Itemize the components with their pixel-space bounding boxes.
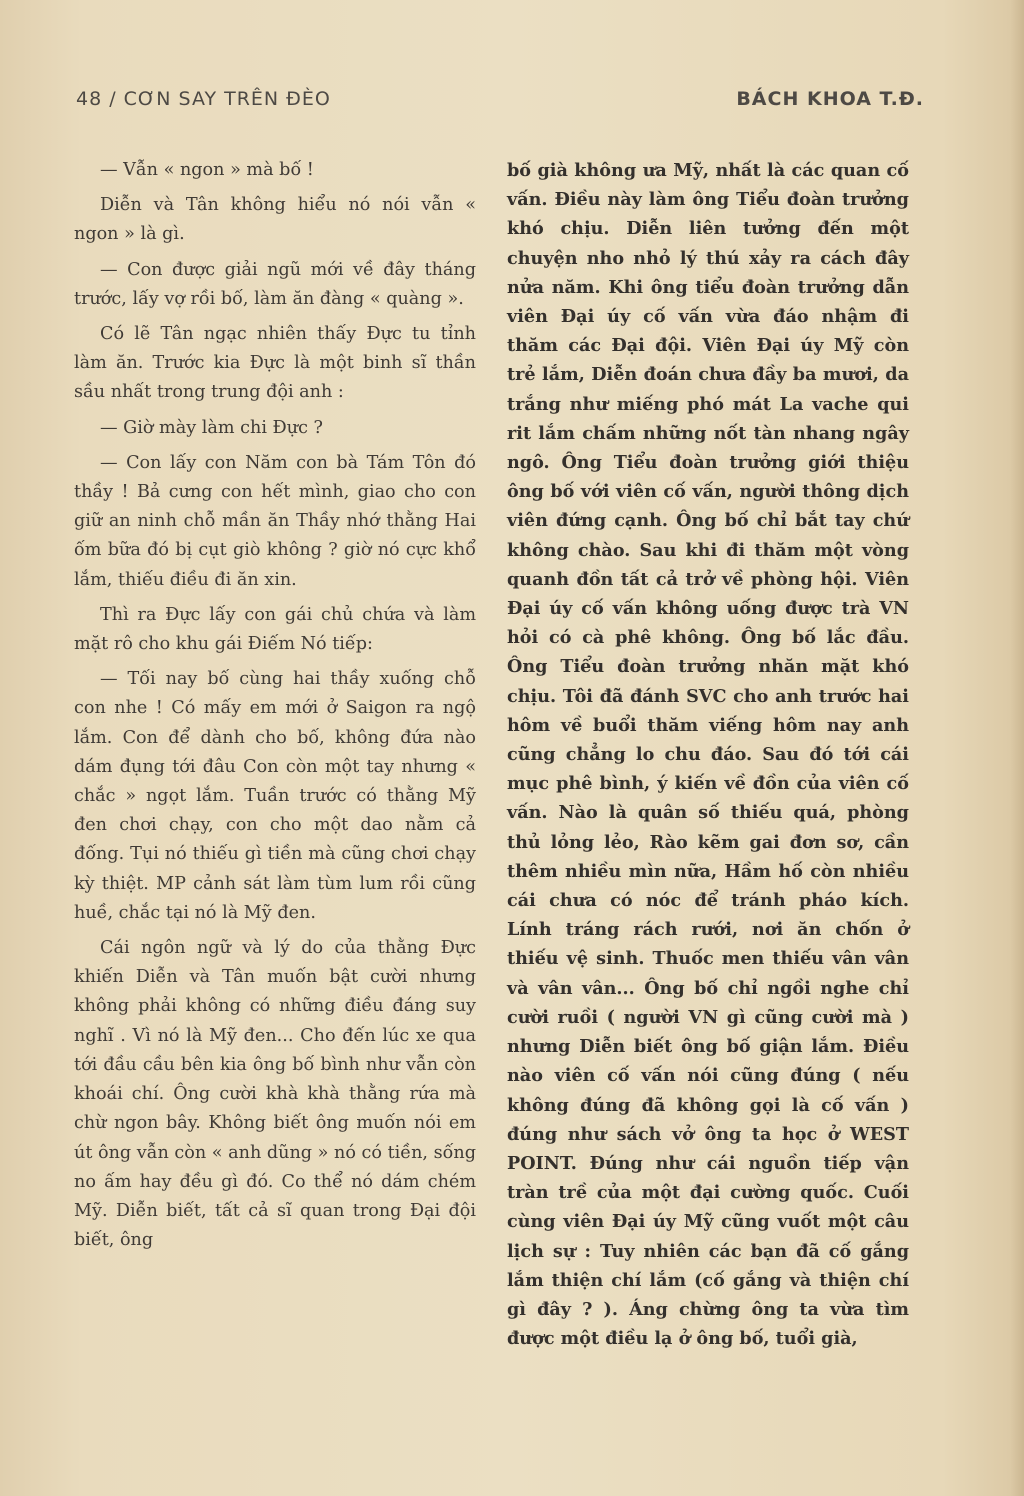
- paragraph: Diễn và Tân không hiểu nó nói vẫn « ngon » là gì.: [74, 195, 476, 245]
- right-column: [507, 156, 909, 1353]
- paragraph: Thì ra Đực lấy con gái chủ chứa và làm mặt rô cho khu gái Điếm Nó tiếp:: [74, 604, 476, 655]
- paragraph: — Tối nay bố cùng hai thầy xuống chỗ con nhe ! Có mấy em mới ở Saigon ra ngộ lắm. Con để dành cho bố, không đứa nào dám đụng tới đâu Con còn một tay nhưng « chắc » ngọt lắm. Tuần trước có thằng Mỹ đen chơi chạy, con cho một dao nằm cả đống. Tụi nó thiếu gì tiền mà cũng chơi chạy kỳ thiệt. MP cảnh sát làm tùm lum rồi cũng huề, chắc tại nó là Mỹ đen.: [74, 669, 476, 923]
- left-column: [74, 156, 476, 1261]
- header-right: BÁCH KHOA T.Đ.: [736, 88, 924, 110]
- paragraph: — Giờ mày làm chi Đực ?: [100, 417, 323, 438]
- paragraph: bố già không ưa Mỹ, nhất là các quan cố vấn. Điều này làm ông Tiểu đoàn trưởng khó chịu. Diễn liên tưởng đến một chuyện nho nhỏ lý thú xảy ra cách đây nửa năm. Khi ông tiểu đoàn trưởng dẫn viên Đại úy cố vấn vừa đáo nhậm đi thăm các Đại đội. Viên Đại úy Mỹ còn trẻ lắm, Diễn đoán chưa đầy ba mươi, da trắng như miếng phó mát La vache qui rit lắm chấm những nốt tàn nhang ngây ngô. Ông Tiểu đoàn trưởng giới thiệu ông bố với viên cố vấn, người thông dịch viên đứng cạnh. Ông bố chỉ bắt tay chứ không chào. Sau khi đi thăm một vòng quanh đồn tất cả trở về phòng hội. Viên Đại úy cố vấn không uống được trà VN hỏi có cà phê không. Ông bố lắc đầu. Ông Tiểu đoàn trưởng nhăn mặt khó chịu. Tôi đã đánh SVC cho anh trước hai hôm về buổi thăm viếng hôm nay anh cũng chẳng lo chu đáo. Sau đó tới cái mục phê bình, ý kiến về đồn của viên cố vấn. Nào là quân số thiếu quá, phòng thủ lỏng lẻo, Rào kẽm gai đơn sơ, cần thêm nhiều mìn nữa, Hầm hố còn nhiều cái chưa có nóc để tránh pháo kích. Lính tráng rách rưới, nơi ăn chốn ở thiếu vệ sinh. Thuốc men thiếu vân vân và vân vân... Ông bố chỉ ngồi nghe chỉ cười ruồi ( người VN gì cũng cười mà ) nhưng Diễn biết ông bố giận lắm. Điều nào viên cố vấn nói cũng đúng ( nếu không đúng đã không gọi là cố vấn ) đúng như sách vở ông ta học ở WEST POINT. Đúng như cái nguồn tiếp vận tràn trề của một đại cường quốc. Cuối cùng viên Đại úy Mỹ cũng vuốt một câu lịch sự : Tuy nhiên các bạn đã cố gắng lắm thiện chí lắm (cố gắng và thiện chí gì đây ? ). Áng chừng ông ta vừa tìm được một điều lạ ở ông bố, tuổi già,: [507, 160, 909, 1350]
- page-edge: [1010, 0, 1024, 1496]
- header-left: 48 / CƠN SAY TRÊN ĐÈO: [76, 88, 331, 110]
- paragraph: — Vẫn « ngon » mà bố !: [100, 160, 314, 180]
- paragraph: Cái ngôn ngữ và lý do của thằng Đực khiến Diễn và Tân muốn bật cười nhưng không phải không có những điều đáng suy nghĩ . Vì nó là Mỹ đen... Cho đến lúc xe qua tới đầu cầu bên kia ông bố bình như vẫn còn khoái chí. Ông cười khà khà thằng rứa mà chừ ngon bây. Không biết ông muốn nói em út ông vẫn còn « anh dũng » nó có tiền, sống no ấm hay đều gì đó. Co thể nó dám chém Mỹ. Diễn biết, tất cả sĩ quan trong Đại đội biết, ông: [74, 938, 477, 1251]
- paragraph: Có lẽ Tân ngạc nhiên thấy Đực tu tỉnh làm ăn. Trước kia Đực là một binh sĩ thần sầu nhất trong trung đội anh :: [74, 324, 476, 403]
- paragraph: — Con lấy con Năm con bà Tám Tôn đó thầy ! Bả cưng con hết mình, giao cho con giữ an ninh chỗ mần ăn Thầy nhớ thằng Hai ốm bữa đó bị cụt giò không ? giờ nó cực khổ lắm, thiếu điều đi ăn xin.: [74, 452, 476, 590]
- page-header: [76, 88, 924, 118]
- paragraph: — Con được giải ngũ mới về đây tháng trước, lấy vợ rồi bố, làm ăn đàng « quàng ».: [74, 259, 476, 309]
